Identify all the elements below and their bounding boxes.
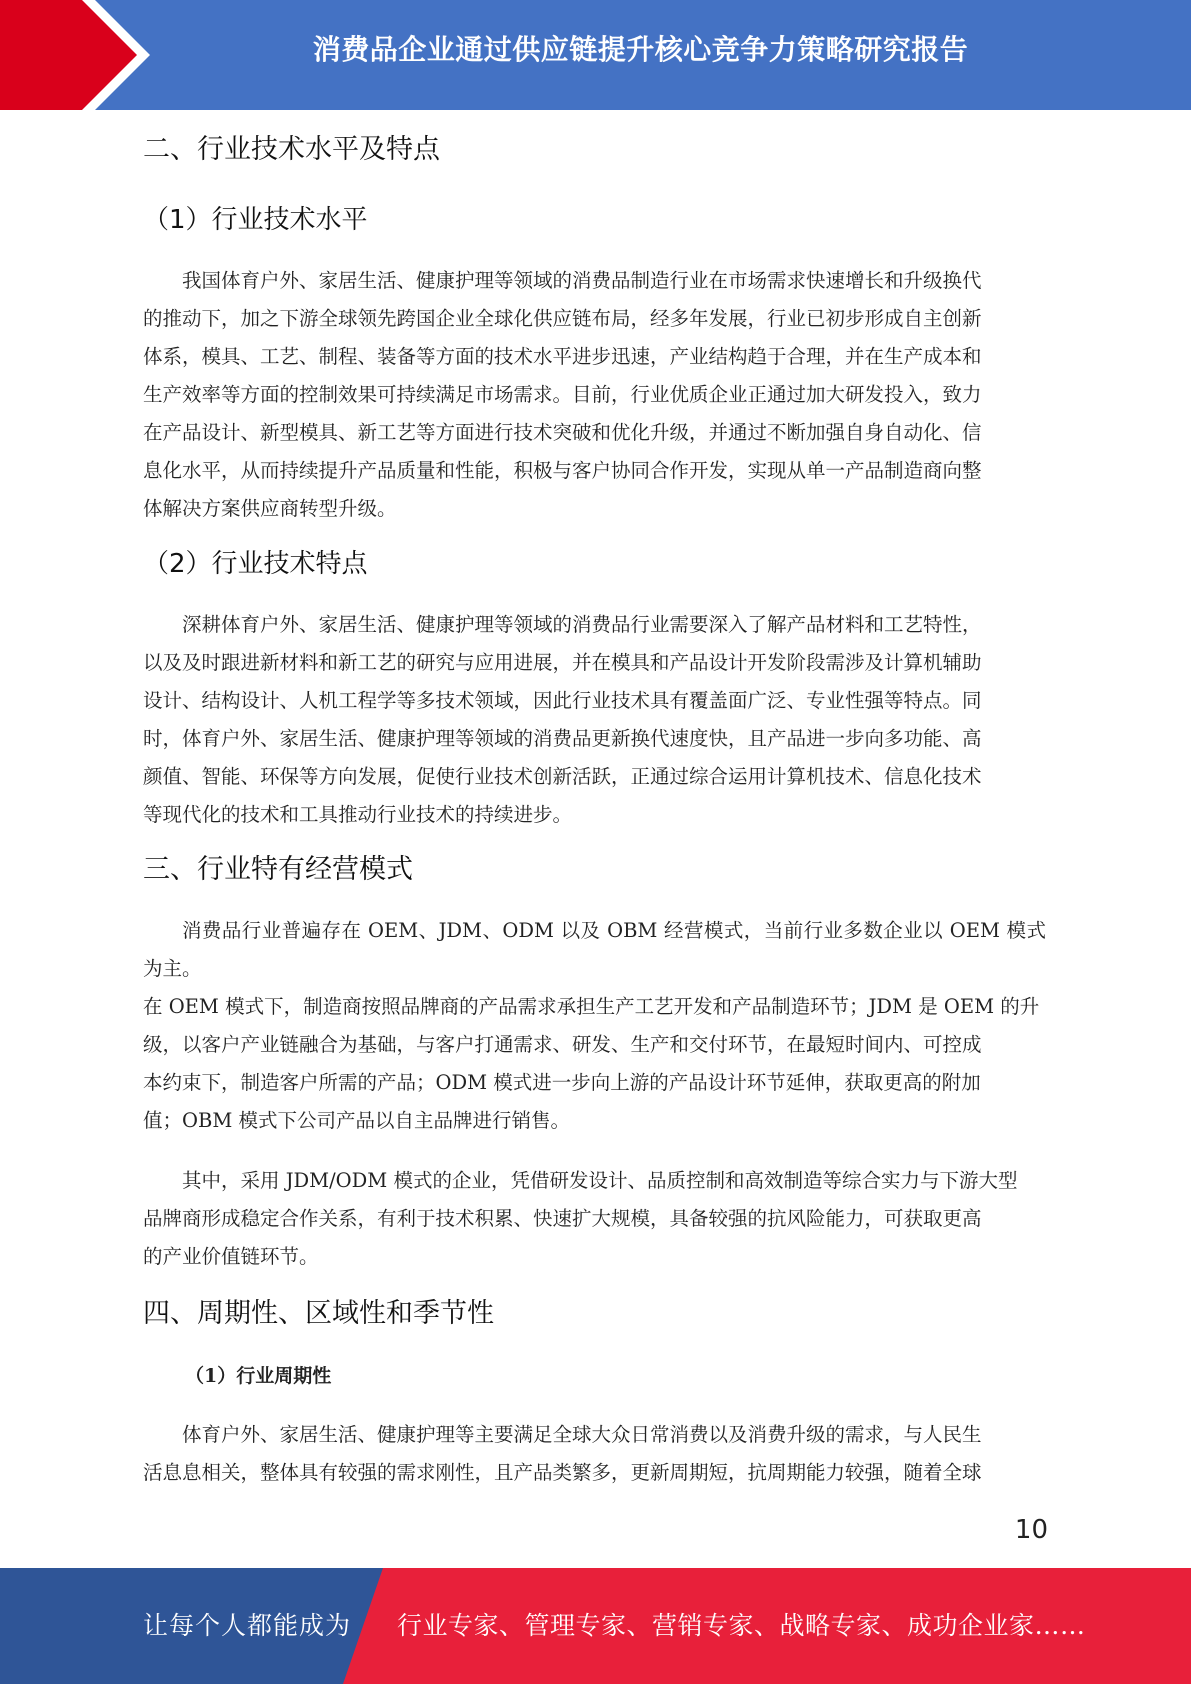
page-content [143, 128, 1046, 1492]
paragraph-industry-cycle [143, 1416, 1046, 1492]
paragraph-line: 等现代化的技术和工具推动行业技术的持续进步。 [143, 803, 573, 826]
paragraph-line: 设计、结构设计、人机工程学等多技术领域，因此行业技术具有覆盖面广泛、专业性强等特点。同 [143, 689, 982, 712]
report-title: 消费品企业通过供应链提升核心竞争力策略研究报告 [312, 33, 969, 66]
paragraph-line: 的推动下，加之下游全球领先跨国企业全球化供应链布局，经多年发展，行业已初步形成自主创新 [143, 307, 982, 330]
paragraph-line: 时，体育户外、家居生活、健康护理等领域的消费品更新换代速度快，且产品进一步向多功能、高 [143, 727, 982, 750]
paragraph-line: 级，以客户产业链融合为基础，与客户打通需求、研发、生产和交付环节，在最短时间内、可控成 [143, 1033, 982, 1056]
paragraph-line: 体育户外、家居生活、健康护理等主要满足全球大众日常消费以及消费升级的需求，与人民生 [182, 1423, 982, 1446]
page-header [0, 0, 1191, 110]
paragraph-line: 活息息相关，整体具有较强的需求刚性，且产品类繁多，更新周期短，抗周期能力较强，随着全球 [143, 1461, 982, 1484]
paragraph-business-model [143, 912, 1046, 1140]
paragraph-line: 值；OBM 模式下公司产品以自主品牌进行销售。 [143, 1109, 570, 1132]
paragraph-line: 的产业价值链环节。 [143, 1245, 319, 1268]
paragraph-line: 深耕体育户外、家居生活、健康护理等领域的消费品行业需要深入了解产品材料和工艺特性， [182, 613, 982, 636]
paragraph-line: 我国体育户外、家居生活、健康护理等领域的消费品制造行业在市场需求快速增长和升级换代 [182, 269, 982, 292]
paragraph-line: 颜值、智能、环保等方向发展，促使行业技术创新活跃，正通过综合运用计算机技术、信息化技术 [143, 765, 982, 788]
page-footer [0, 1568, 1191, 1684]
section-heading-cyclicality: 四、周期性、区域性和季节性 [143, 1298, 494, 1329]
paragraph-line: 本约束下，制造客户所需的产品；ODM 模式进一步向上游的产品设计环节延伸，获取更高的附加 [143, 1071, 981, 1094]
paragraph-line: 体解决方案供应商转型升级。 [143, 497, 397, 520]
paragraph-jdm-odm [143, 1162, 1046, 1276]
paragraph-tech-level [143, 262, 1046, 528]
paragraph-line: 息化水平，从而持续提升产品质量和性能，积极与客户协同合作开发，实现从单一产品制造商向整 [143, 459, 982, 482]
subsection-heading-tech-level: （1）行业技术水平 [143, 205, 368, 235]
paragraph-tech-features [143, 606, 1046, 834]
paragraph-line: 在 OEM 模式下，制造商按照品牌商的产品需求承担生产工艺开发和产品制造环节；JDM 是 OEM 的升 [143, 995, 1040, 1018]
section-heading-tech-level: 二、行业技术水平及特点 [143, 134, 440, 165]
page-number: 10 [1014, 1515, 1048, 1545]
paragraph-line: 体系，模具、工艺、制程、装备等方面的技术水平进步迅速，产业结构趋于合理，并在生产成本和 [143, 345, 982, 368]
subsection-heading-industry-cycle: （1）行业周期性 [185, 1365, 332, 1387]
section-heading-business-model: 三、行业特有经营模式 [143, 854, 413, 885]
paragraph-line: 在产品设计、新型模具、新工艺等方面进行技术突破和优化升级，并通过不断加强自身自动化、信 [143, 421, 982, 444]
paragraph-line: 生产效率等方面的控制效果可持续满足市场需求。目前，行业优质企业正通过加大研发投入，致力 [143, 383, 982, 406]
subsection-heading-tech-features: （2）行业技术特点 [143, 549, 368, 579]
header-chevron-decoration [0, 0, 160, 110]
paragraph-line: 消费品行业普遍存在 OEM、JDM、ODM 以及 OBM 经营模式，当前行业多数企业以 OEM 模式为主。 [143, 919, 1046, 980]
paragraph-line: 以及及时跟进新材料和新工艺的研究与应用进展，并在模具和产品设计开发阶段需涉及计算机辅助 [143, 651, 982, 674]
paragraph-line: 品牌商形成稳定合作关系，有利于技术积累、快速扩大规模，具备较强的抗风险能力，可获取更高 [143, 1207, 982, 1230]
paragraph-line: 其中，采用 JDM/ODM 模式的企业，凭借研发设计、品质控制和高效制造等综合实力与下游大型 [182, 1169, 1018, 1192]
footer-slogan-right: 行业专家、管理专家、营销专家、战略专家、成功企业家…… [397, 1611, 1086, 1640]
footer-slogan-left: 让每个人都能成为 [143, 1611, 352, 1640]
